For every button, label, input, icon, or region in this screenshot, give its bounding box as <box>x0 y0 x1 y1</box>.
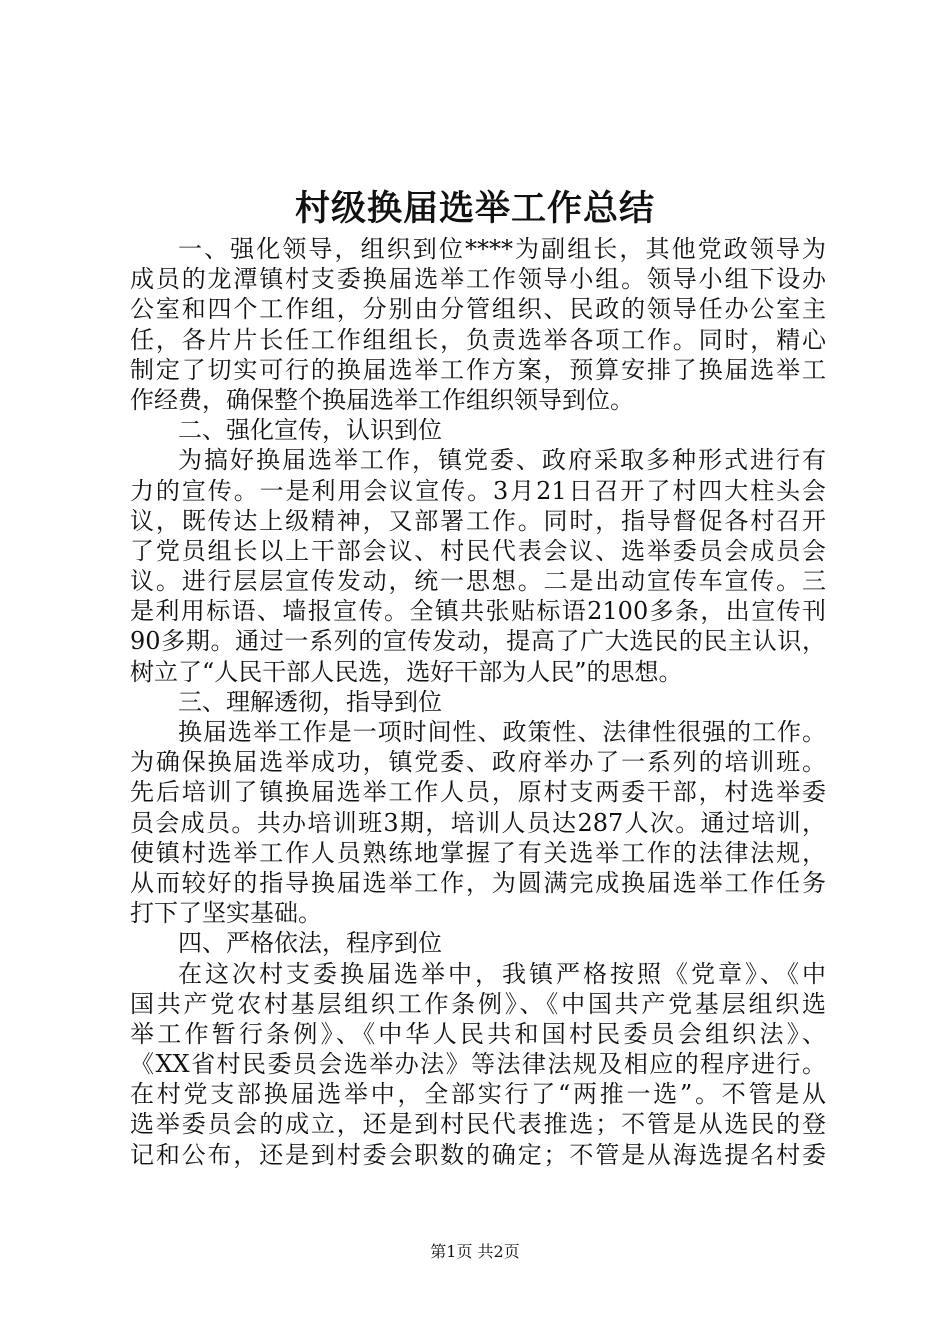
body-line: 员会成员。共办培训班3期，培训人员达287人次。通过培训， <box>130 808 826 837</box>
body-line: 树立了“人民干部人民选，选好干部为人民”的思想。 <box>130 657 683 686</box>
body-line: 90多期。通过一系列的宣传发动，提高了广大选民的民主认识， <box>130 627 826 656</box>
section-heading: 三、理解透彻，指导到位 <box>178 687 442 716</box>
body-line: 成员的龙潭镇村支委换届选举工作领导小组。领导小组下设办 <box>130 265 826 294</box>
body-line: 制定了切实可行的换届选举工作方案，预算安排了换届选举工 <box>130 355 826 384</box>
body-line: 为搞好换届选举工作，镇党委、政府采取多种形式进行有 <box>178 446 826 475</box>
body-line: 任，各片片长任工作组组长，负责选举各项工作。同时，精心 <box>130 325 826 354</box>
section-heading: 二、强化宣传，认识到位 <box>178 416 442 445</box>
body-line: 选举委员会的成立，还是到村民代表推选；不管是从选民的登 <box>130 1110 826 1139</box>
page-footer: 第1页 共2页 <box>430 1242 520 1261</box>
body-line: 为确保换届选举成功，镇党委、政府举办了一系列的培训班。 <box>130 748 826 777</box>
body-line: 举工作暂行条例》、《中华人民共和国村民委员会组织法》、 <box>130 1019 826 1048</box>
body-line: 换届选举工作是一项时间性、政策性、法律性很强的工作。 <box>178 718 826 746</box>
document-title: 村级换届选举工作总结 <box>294 188 655 229</box>
body-line: 公室和四个工作组，分别由分管组织、民政的领导任办公室主 <box>130 295 826 324</box>
body-line: 从而较好的指导换届选举工作，为圆满完成换届选举工作任务 <box>130 868 826 897</box>
body-line: 《XX省村民委员会选举办法》等法律法规及相应的程序进行。 <box>130 1050 826 1079</box>
document-body <box>130 234 826 1170</box>
body-line: 在村党支部换届选举中，全部实行了“两推一选”。不管是从 <box>130 1080 826 1109</box>
body-line: 议。进行层层宣传发动，统一思想。二是出动宣传车宣传。三 <box>130 567 826 596</box>
body-line: 打下了坚实基础。 <box>130 899 322 928</box>
body-line: 记和公布，还是到村委会职数的确定；不管是从海选提名村委 <box>130 1140 826 1169</box>
body-line: 在这次村支委换届选举中，我镇严格按照《党章》、《中 <box>178 959 826 988</box>
body-line: 议，既传达上级精神，又部署工作。同时，指导督促各村召开 <box>130 506 826 535</box>
body-line: 了党员组长以上干部会议、村民代表会议、选举委员会成员会 <box>130 536 826 565</box>
body-line: 国共产党农村基层组织工作条例》、《中国共产党基层组织选 <box>130 989 826 1018</box>
body-line: 力的宣传。一是利用会议宣传。3月21日召开了村四大柱头会 <box>130 476 826 505</box>
section-heading: 四、严格依法，程序到位 <box>178 929 442 958</box>
body-line: 作经费，确保整个换届选举工作组织领导到位。 <box>130 385 634 414</box>
body-line: 使镇村选举工作人员熟练地掌握了有关选举工作的法律法规， <box>130 838 826 867</box>
body-line: 先后培训了镇换届选举工作人员，原村支两委干部，村选举委 <box>130 778 826 807</box>
body-line: 是利用标语、墙报宣传。全镇共张贴标语2100多条，出宣传刊 <box>130 597 826 626</box>
body-line: 一、强化领导，组织到位****为副组长，其他党政领导为 <box>178 235 826 263</box>
